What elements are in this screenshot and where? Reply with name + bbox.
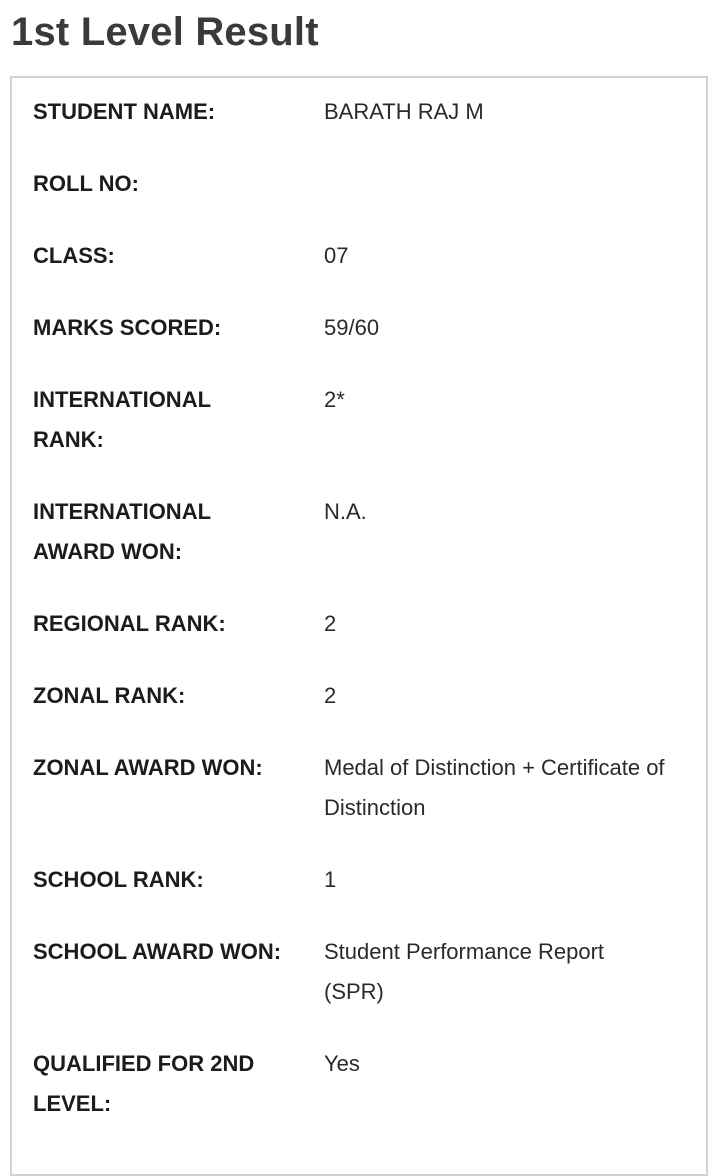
row-label: CLASS: <box>33 243 115 268</box>
row-label: INTERNATIONAL RANK: <box>33 387 211 452</box>
row-value: 2 <box>324 611 337 636</box>
row-label: ROLL NO: <box>33 171 139 196</box>
row-label: STUDENT NAME: <box>33 99 216 124</box>
row-value: 1 <box>324 867 337 892</box>
row-label: MARKS SCORED: <box>33 315 222 340</box>
row-value: N.A. <box>324 499 367 524</box>
row-label: SCHOOL RANK: <box>33 867 204 892</box>
row-value: 2* <box>324 387 345 412</box>
row-label: ZONAL RANK: <box>33 683 186 708</box>
row-value: 2 <box>324 683 337 708</box>
row-label: ZONAL AWARD WON: <box>33 755 263 780</box>
row-value: Yes <box>324 1051 360 1076</box>
page-title: 1st Level Result <box>11 10 319 54</box>
row-value: BARATH RAJ M <box>324 99 484 124</box>
row-value: 59/60 <box>324 315 380 340</box>
row-label: SCHOOL AWARD WON: <box>33 939 282 964</box>
row-label: REGIONAL RANK: <box>33 611 226 636</box>
row-value: 07 <box>324 243 349 268</box>
result-table <box>10 76 708 1176</box>
row-value: Student Performance Report (SPR) <box>324 939 605 1004</box>
row-label: QUALIFIED FOR 2ND LEVEL: <box>33 1051 255 1116</box>
row-value: Medal of Distinction + Certificate of Distinction <box>324 755 665 820</box>
row-label: INTERNATIONAL AWARD WON: <box>33 499 211 564</box>
